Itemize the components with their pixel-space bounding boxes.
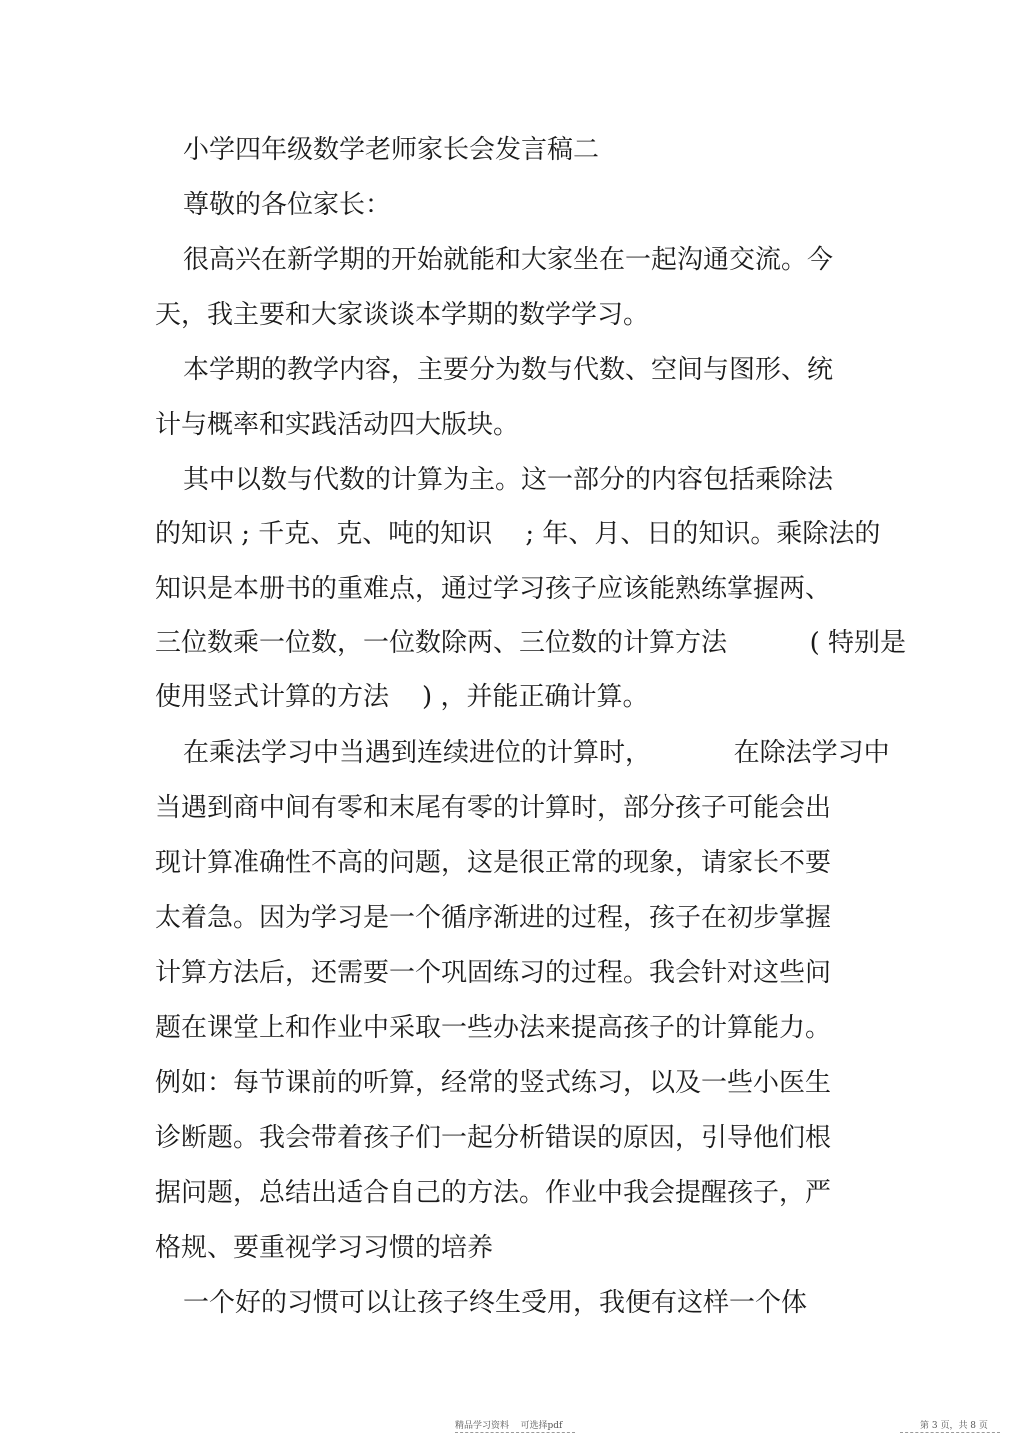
paragraph-line: 很高兴在新学期的开始就能和大家坐在一起沟通交流。今 bbox=[183, 245, 834, 275]
footer-divider bbox=[455, 1432, 575, 1433]
page-number: 第 3 页，共 8 页 bbox=[920, 1421, 988, 1431]
paragraph-line: 本学期的教学内容，主要分为数与代数、空间与图形、统 bbox=[183, 355, 834, 385]
paragraph-line: 格规、要重视学习习惯的培养 bbox=[155, 1233, 494, 1263]
paragraph-line: 现计算准确性不高的问题，这是很正常的现象，请家长不要 bbox=[155, 848, 832, 878]
paragraph-line: 计算方法后，还需要一个巩固练习的过程。我会针对这些问 bbox=[155, 958, 832, 988]
paragraph-line: 在乘法学习中当遇到连续进位的计算时， 在除法学习中 bbox=[183, 738, 890, 768]
paragraph-line: 的知识 ; 千克、克、吨的知识 ; 年、月、日的知识。乘除法的 bbox=[155, 519, 881, 549]
paragraph-line: 一个好的习惯可以让孩子终生受用，我便有这样一个体 bbox=[183, 1288, 808, 1318]
footer-watermark-text: 精品学习资料 可选择pdf bbox=[455, 1421, 563, 1431]
paragraph-line: 使用竖式计算的方法 ) ，并能正确计算。 bbox=[155, 682, 649, 712]
paragraph-line: 据问题，总结出适合自己的方法。作业中我会提醒孩子，严 bbox=[155, 1178, 832, 1208]
salutation: 尊敬的各位家长： bbox=[183, 190, 392, 220]
paragraph-line: 当遇到商中间有零和末尾有零的计算时，部分孩子可能会出 bbox=[155, 793, 832, 823]
footer-divider bbox=[900, 1432, 1000, 1433]
paragraph-line: 天，我主要和大家谈谈本学期的数学学习。 bbox=[155, 300, 650, 330]
paragraph-line: 题在课堂上和作业中采取一些办法来提高孩子的计算能力。 bbox=[155, 1013, 832, 1043]
paragraph-line: 太着急。因为学习是一个循序渐进的过程，孩子在初步掌握 bbox=[155, 903, 832, 933]
paragraph-line: 诊断题。我会带着孩子们一起分析错误的原因，引导他们根 bbox=[155, 1123, 832, 1153]
paragraph-line: 计与概率和实践活动四大版块。 bbox=[155, 410, 520, 440]
document-title: 小学四年级数学老师家长会发言稿二 bbox=[183, 135, 600, 165]
paragraph-line: 其中以数与代数的计算为主。这一部分的内容包括乘除法 bbox=[183, 465, 834, 495]
paragraph-line: 例如：每节课前的听算，经常的竖式练习，以及一些小医生 bbox=[155, 1068, 832, 1098]
paragraph-line: 知识是本册书的重难点，通过学习孩子应该能熟练掌握两、 bbox=[155, 574, 832, 604]
paragraph-line: 三位数乘一位数，一位数除两、三位数的计算方法 ( 特别是 bbox=[155, 628, 907, 658]
